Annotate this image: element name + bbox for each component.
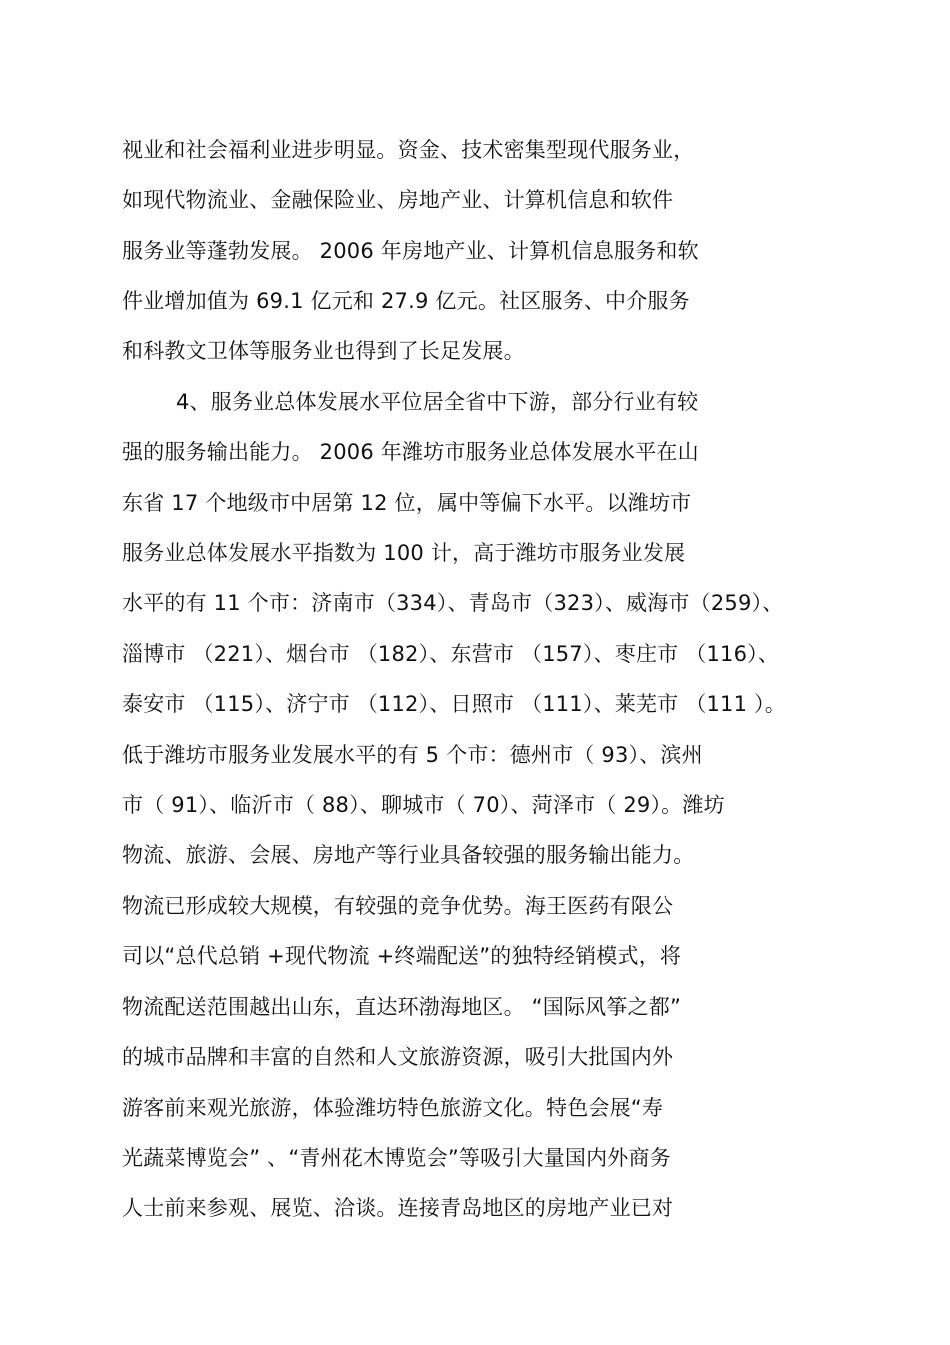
text-line: 东省 17 个地级市中居第 12 位，属中等偏下水平。以潍坊市 <box>122 491 692 515</box>
text-line: 强的服务输出能力。 2006 年潍坊市服务业总体发展水平在山 <box>122 440 699 464</box>
text-line: 物流、旅游、会展、房地产等行业具备较强的服务输出能力。 <box>122 843 695 867</box>
text-line: 光蔬菜博览会” 、“青州花木博览会”等吸引大量国内外商务 <box>122 1146 671 1170</box>
text-line: 物流配送范围越出山东，直达环渤海地区。 “国际风筝之都” <box>122 995 682 1019</box>
text-line: 物流已形成较大规模，有较强的竞争优势。海王医药有限公 <box>122 894 674 918</box>
text-line: 泰安市 （115）、济宁市 （112）、日照市 （111）、莱芜市 （111 ）。 <box>122 692 786 716</box>
text-line: 如现代物流业、金融保险业、房地产业、计算机信息和软件 <box>122 188 674 212</box>
paragraph-first-line: 4、服务业总体发展水平位居全省中下游，部分行业有较 <box>176 390 699 414</box>
text-line: 件业增加值为 69.1 亿元和 27.9 亿元。社区服务、中介服务 <box>122 289 690 313</box>
text-line: 服务业等蓬勃发展。 2006 年房地产业、计算机信息服务和软 <box>122 239 699 263</box>
text-line: 淄博市 （221）、烟台市 （182）、东营市 （157）、枣庄市 （116）、 <box>122 642 780 666</box>
text-line: 水平的有 11 个市：济南市（334）、青岛市（323）、威海市（259）、 <box>122 591 784 615</box>
text-line: 和科教文卫体等服务业也得到了长足发展。 <box>122 339 525 363</box>
text-line: 服务业总体发展水平指数为 100 计，高于潍坊市服务业发展 <box>122 541 686 565</box>
text-line: 游客前来观光旅游，体验潍坊特色旅游文化。特色会展“寿 <box>122 1096 664 1120</box>
text-line: 视业和社会福利业进步明显。资金、技术密集型现代服务业， <box>122 138 695 162</box>
text-line: 市（ 91）、临沂市（ 88）、聊城市（ 70）、菏泽市（ 29）。潍坊 <box>122 793 725 817</box>
text-line: 的城市品牌和丰富的自然和人文旅游资源，吸引大批国内外 <box>122 1045 674 1069</box>
text-line: 司以“总代总销 +现代物流 +终端配送”的独特经销模式，将 <box>122 944 682 968</box>
text-line: 低于潍坊市服务业发展水平的有 5 个市：德州市（ 93）、滨州 <box>122 743 703 767</box>
text-line: 人士前来参观、展览、洽谈。连接青岛地区的房地产业已对 <box>122 1196 674 1220</box>
